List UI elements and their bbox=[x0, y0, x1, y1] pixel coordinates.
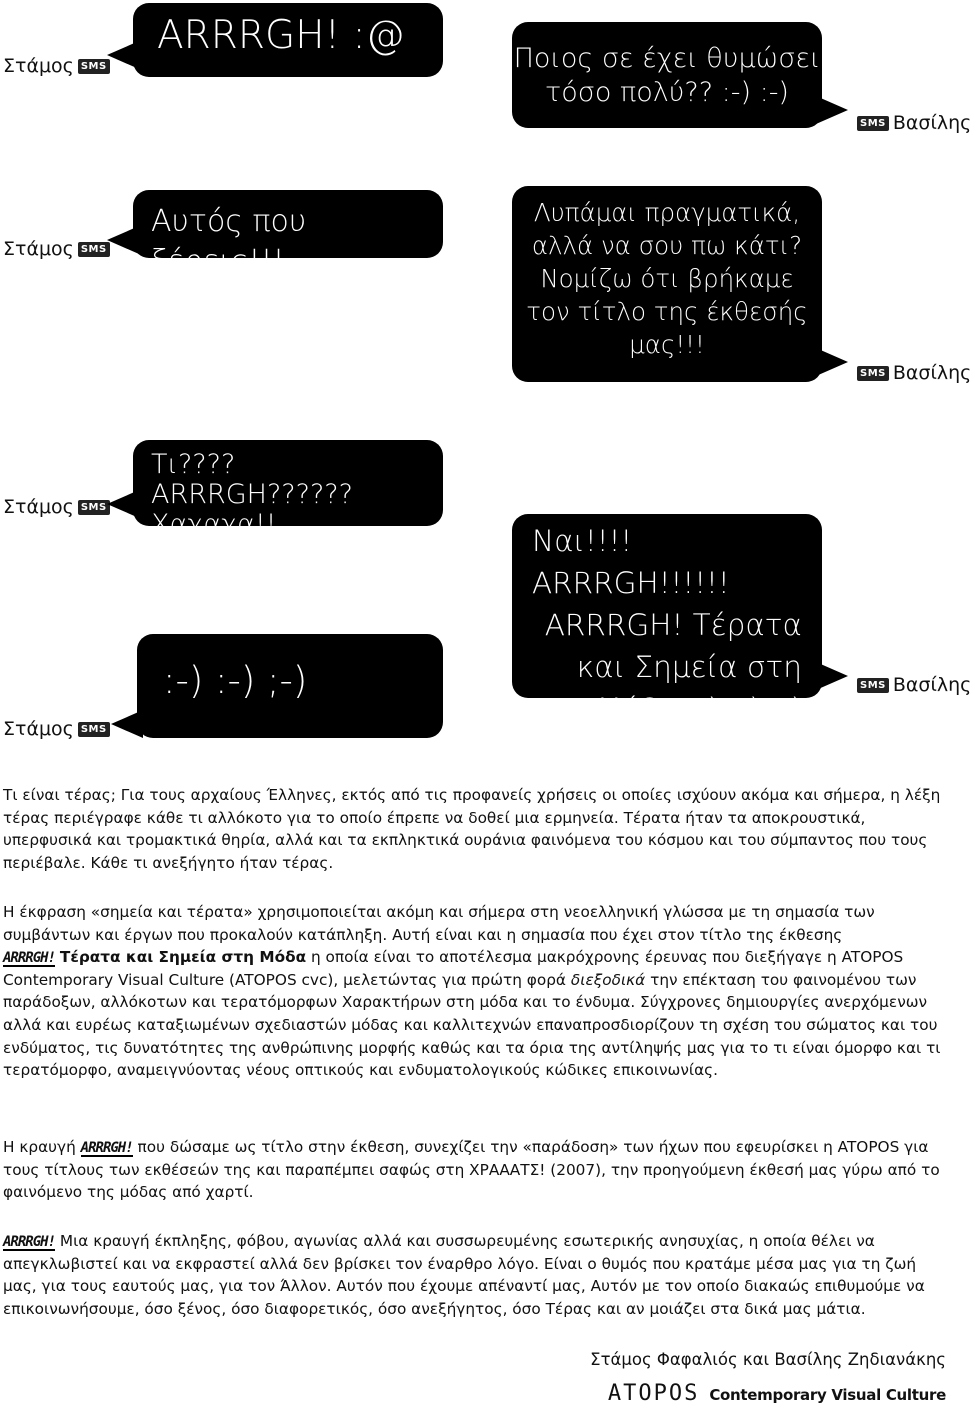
sms-icon: SMS bbox=[857, 116, 889, 131]
message-line: Λυπάμαι πραγματικά, bbox=[533, 198, 801, 227]
arrrgh-logo: ARRRGH! bbox=[80, 1140, 133, 1156]
message-bubble-left bbox=[133, 3, 443, 77]
message-line: αλλά να σου πω κάτι? bbox=[531, 231, 803, 260]
paragraph-text: Μια κραυγή έκπληξης, φόβου, αγωνίας αλλά και συσσωρευμένης εσωτερικής ανησυχίας, η οποία θέλει να απεγκλωβιστεί και να εκφραστεί αλλά δεν βρίσκει τον έναρθρο λόγο. Είναι ο θυμός που κρατάμε μέσα μας για τη ζωή μας, για τους εαυτούς μας, για τον Άλλον. Αυτόν που έχουμε απέναντί μας, Αυτόν με τον οποίο διακαώς επιθυμούμε να επικοινωνήσουμε, όσο ξένος, όσο διαφορετικός, όσο ανεξήγητος, όσο Τέρας και αν μοιάζει στα δικά μας μάτια. bbox=[3, 1232, 925, 1318]
message-bubble-right bbox=[512, 22, 822, 128]
sms-icon: SMS bbox=[78, 242, 110, 257]
article-paragraph-3 bbox=[3, 1136, 943, 1204]
arrrgh-logo: ARRRGH! bbox=[3, 950, 56, 967]
message-line: ARRRGH! Τέρατα bbox=[544, 608, 802, 642]
message-line: Μόδα :-) :-) ;-) bbox=[596, 692, 802, 726]
speaker-label-stamos bbox=[3, 238, 110, 260]
message-line: και Σημεία στη bbox=[576, 650, 802, 684]
speaker-label-stamos bbox=[3, 718, 110, 740]
emphasis-text: διεξοδικά bbox=[570, 970, 646, 989]
message-bubble-left bbox=[133, 440, 443, 540]
speaker-name: Στάμος bbox=[3, 718, 74, 740]
speaker-name: Στάμος bbox=[3, 55, 74, 77]
speaker-name: Βασίλης bbox=[892, 674, 971, 696]
speaker-label-vasilis bbox=[857, 112, 971, 134]
sms-icon: SMS bbox=[857, 366, 889, 381]
message-bubble-right bbox=[512, 186, 822, 382]
article-paragraph-1 bbox=[3, 784, 943, 874]
speaker-label-stamos bbox=[3, 496, 110, 518]
message-line: τόσο πολύ?? :-) :-) bbox=[545, 77, 789, 108]
atopos-logo-subtitle: Contemporary Visual Culture bbox=[709, 1386, 946, 1404]
speaker-label-vasilis bbox=[857, 674, 971, 696]
paragraph-text: η οποία είναι το αποτέλεσμα μακρόχρονης έρευνας που διεξήγαγε η ATOPOS Contemporary Visual Culture (ATOPOS cvc), μελετώντας για πρώτη φορά bbox=[3, 948, 904, 989]
paragraph-text: που δώσαμε ως τίτλο στην έκθεση, συνεχίζει την «παράδοση» των ήχων που εφευρίσκει η ATOPOS για τους τίτλους των εκθέσεών της και παραπέμπει σαφώς στη ΧΡΑΑΑΤΣ! (2007), την προηγούμενη έκθεσή μας γύρω από το φαινόμενο της μόδας από χαρτί. bbox=[3, 1138, 940, 1202]
sms-icon: SMS bbox=[78, 59, 110, 74]
sms-icon: SMS bbox=[78, 722, 110, 737]
speaker-name: Βασίλης bbox=[892, 112, 971, 134]
paragraph-text: Η έκφραση «σημεία και τέρατα» χρησιμοποιείται ακόμη και σήμερα στη νεοελληνική γλώσσα με τη σημασία των συμβάντων και έργων που προκαλούν κατάπληξη. Αυτή είναι και η σημασία που έχει στον τίτλο της έκθεσης bbox=[3, 903, 875, 944]
speaker-name: Στάμος bbox=[3, 238, 74, 260]
paragraph-text: Η κραυγή bbox=[3, 1138, 76, 1156]
message-bubble-left bbox=[137, 634, 443, 738]
message-line: Ποιος σε έχει θυμώσει bbox=[513, 43, 821, 74]
speaker-name: Στάμος bbox=[3, 496, 74, 518]
message-line: Ναι!!!! ARRRGH!!!!!! bbox=[532, 524, 730, 600]
message-line: μας!!! bbox=[629, 330, 705, 359]
paragraph-text: την επέκταση του φαινομένου των παράδοξων, αλλόκοτων και τερατόμορφων Χαρακτήρων στη μόδα και το ένδυμα. Σύγχρονες δημιουργίες ανερχόμενων αλλά και ευρέως καταξιωμένων σχεδιαστών μόδας και καλλιτεχνών επαναπροσδιορίζουν τη σχέση του σώματος και του ενδύματος, τις δυνατότητες της ανθρώπινης μορφής καθώς και τα όρια της αντίληψής μας για το τι είναι όμορφο και τι τερατόμορφο, αναμειγνύοντας νέους οπτικούς και ενδυματολογικούς κώδικες επικοινωνίας. bbox=[3, 970, 941, 1080]
message-line: ARRRGH! :@ bbox=[157, 13, 405, 58]
sms-icon: SMS bbox=[78, 500, 110, 515]
speaker-label-stamos bbox=[3, 55, 110, 77]
message-line: Αυτός που ξέρεις!!! bbox=[151, 204, 307, 279]
speaker-name: Βασίλης bbox=[892, 362, 971, 384]
message-line: Τι???? ARRRGH?????? bbox=[151, 449, 353, 510]
article-paragraph-2 bbox=[3, 901, 943, 1082]
paragraph-text: Τι είναι τέρας; Για τους αρχαίους Έλληνες, εκτός από τις προφανείς χρήσεις οι οποίες ισχύουν ακόμα και σήμερα, η λέξη τέρας περιέγραφε κάθε τι αλλόκοτο για το οποίο έπρεπε να δοθεί μια ερμηνεία. Τέρατα ήταν τα αποκρουστικά, υπερφυσικά και τρομακτικά θηρία, αλλά και τα εκπληκτικά ουράνια φαινόμενα του κόσμου και του σύμπαντος που τους περιέβαλε. Κάθε τι ανεξήγητο ήταν τέρας. bbox=[3, 786, 941, 872]
atopos-logo-mark: ATOPOS bbox=[607, 1381, 700, 1406]
signature: Στάμος Φαφαλιός και Βασίλης Ζηδιανάκης bbox=[590, 1350, 946, 1369]
arrrgh-logo: ARRRGH! bbox=[3, 1234, 56, 1250]
message-line: Νομίζω ότι βρήκαμε bbox=[540, 264, 794, 293]
exhibition-title: Τέρατα και Σημεία στη Μόδα bbox=[59, 948, 307, 967]
atopos-logo bbox=[608, 1381, 946, 1406]
message-bubble-right bbox=[512, 514, 822, 726]
speaker-label-vasilis bbox=[857, 362, 971, 384]
message-line: Χαχαχα!! bbox=[151, 509, 277, 540]
sms-icon: SMS bbox=[857, 678, 889, 693]
message-bubble-left bbox=[133, 190, 443, 279]
article-paragraph-4 bbox=[3, 1230, 943, 1320]
message-line: :-) :-) ;-) bbox=[163, 659, 308, 702]
message-line: τον τίτλο της έκθεσής bbox=[526, 297, 808, 326]
